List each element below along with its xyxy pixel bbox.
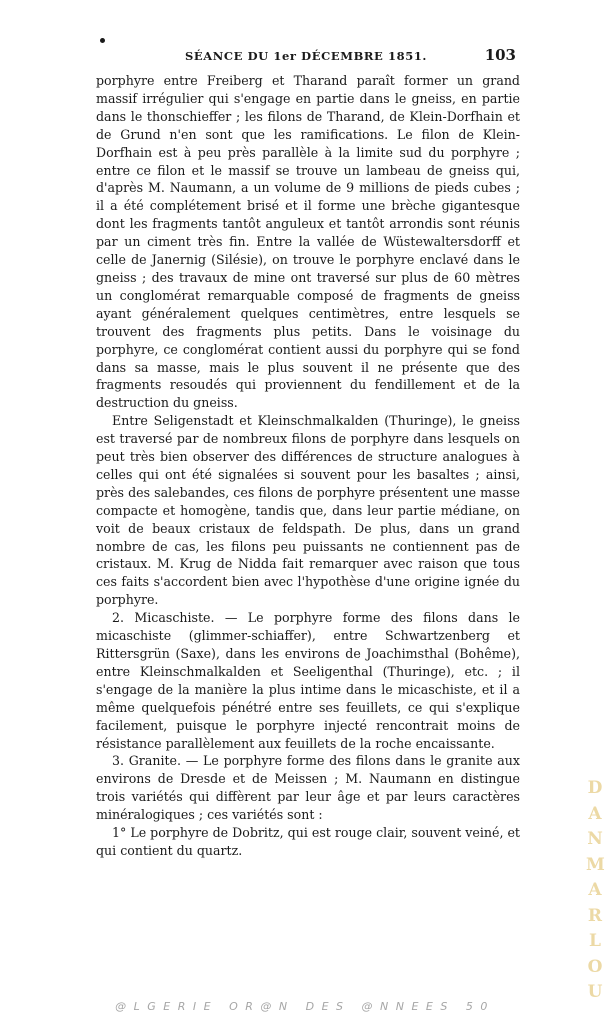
page-number: 103 [484, 46, 516, 64]
paragraph-granite: 3. Granite. — Le porphyre forme des filons dans le granite aux environs de Dresde et de Meissen ; M. Naumann en distingue trois variétés qui diffèrent par leur âge et par leurs caractères minéralogiques ; ces variétés sont : [96, 753, 520, 823]
paragraph-1: porphyre entre Freiberg et Tharand paraît former un grand massif irrégulier qui s'engage en partie dans le gneiss, en partie dans le thonschieffer ; les filons de Tharand, de Klein-Dorfhain et de Grund n'en sont que les ramifications. Le filon de Klein-Dorfhain est à peu près parallèle à la limite sud du porphyre ; entre ce filon et le massif se trouve un lambeau de gneiss qui, d'après M. Naumann, a un volume de 9 millions de pieds cubes ; il a été complétement brisé et il forme une brèche gigantesque dont les fragments tantôt anguleux et tantôt arrondis sont réunis par un ciment très fin. Entre la vallée de Wüstewaltersdorff et celle de Janernig (Silésie), on trouve le porphyre enclavé dans le gneiss ; des travaux de mine ont traversé sur plus de 60 mètres un conglomérat remarquable composé de fragments de gneiss ayant généralement quelques centimètres, entre lesquels se trouvent des fragments plus petits. Dans le voisinage du porphyre, ce conglomérat contient aussi du porphyre qui se fond dans sa masse, mais le plus souvent il ne présente que des fragments resoudés qui proviennent du fendillement et de la destruction du gneiss. [96, 73, 520, 411]
ink-dot [100, 38, 105, 43]
paragraph-dobritz: 1° Le porphyre de Dobritz, qui est rouge clair, souvent veiné, et qui contient du quartz. [96, 825, 520, 858]
paragraph-2: Entre Seligenstadt et Kleinschmalkalden (Thuringe), le gneiss est traversé par de nombreux filons de porphyre dans lesquels on peut très bien observer des différences de structure analogues à celles qui ont été signalées si souvent pour les basaltes ; ainsi, près des salebandes, ces filons de porphyre présentent une masse compacte et homogène, tandis que, dans leur partie médiane, on voit de beaux cristaux de feldspath. De plus, dans un grand nombre de cas, les filons peu puissants ne contiennent pas de cristaux. M. Krug de Nidda fait remarquer avec raison que tous ces faits s'accordent bien avec l'hypothèse d'une origine ignée du porphyre. [96, 413, 520, 608]
bottom-watermark: @LGERIE OR@N DES @NNEES 50 [115, 1000, 495, 1013]
side-watermark: DANMARLOU [586, 778, 605, 1002]
running-title: SÉANCE DU 1er DÉCEMBRE 1851. [184, 49, 428, 63]
paragraph-micaschiste: 2. Micaschiste. — Le porphyre forme des filons dans le micaschiste (glimmer-schiaffer), entre Schwartzenberg et Rittersgrün (Saxe), dans les environs de Joachimsthal (Bohême), entre Kleinschmalkalden et Seeligenthal (Thuringe), etc. ; il s'engage de la manière la plus intime dans le micaschiste, et il a même quelquefois pénétré entre ses feuillets, ce qui s'explique facilement, puisque le porphyre injecté rencontrait moins de résistance parallèlement aux feuillets de la roche encaissante. [96, 610, 520, 751]
running-head [96, 46, 516, 68]
page-body [96, 72, 520, 860]
